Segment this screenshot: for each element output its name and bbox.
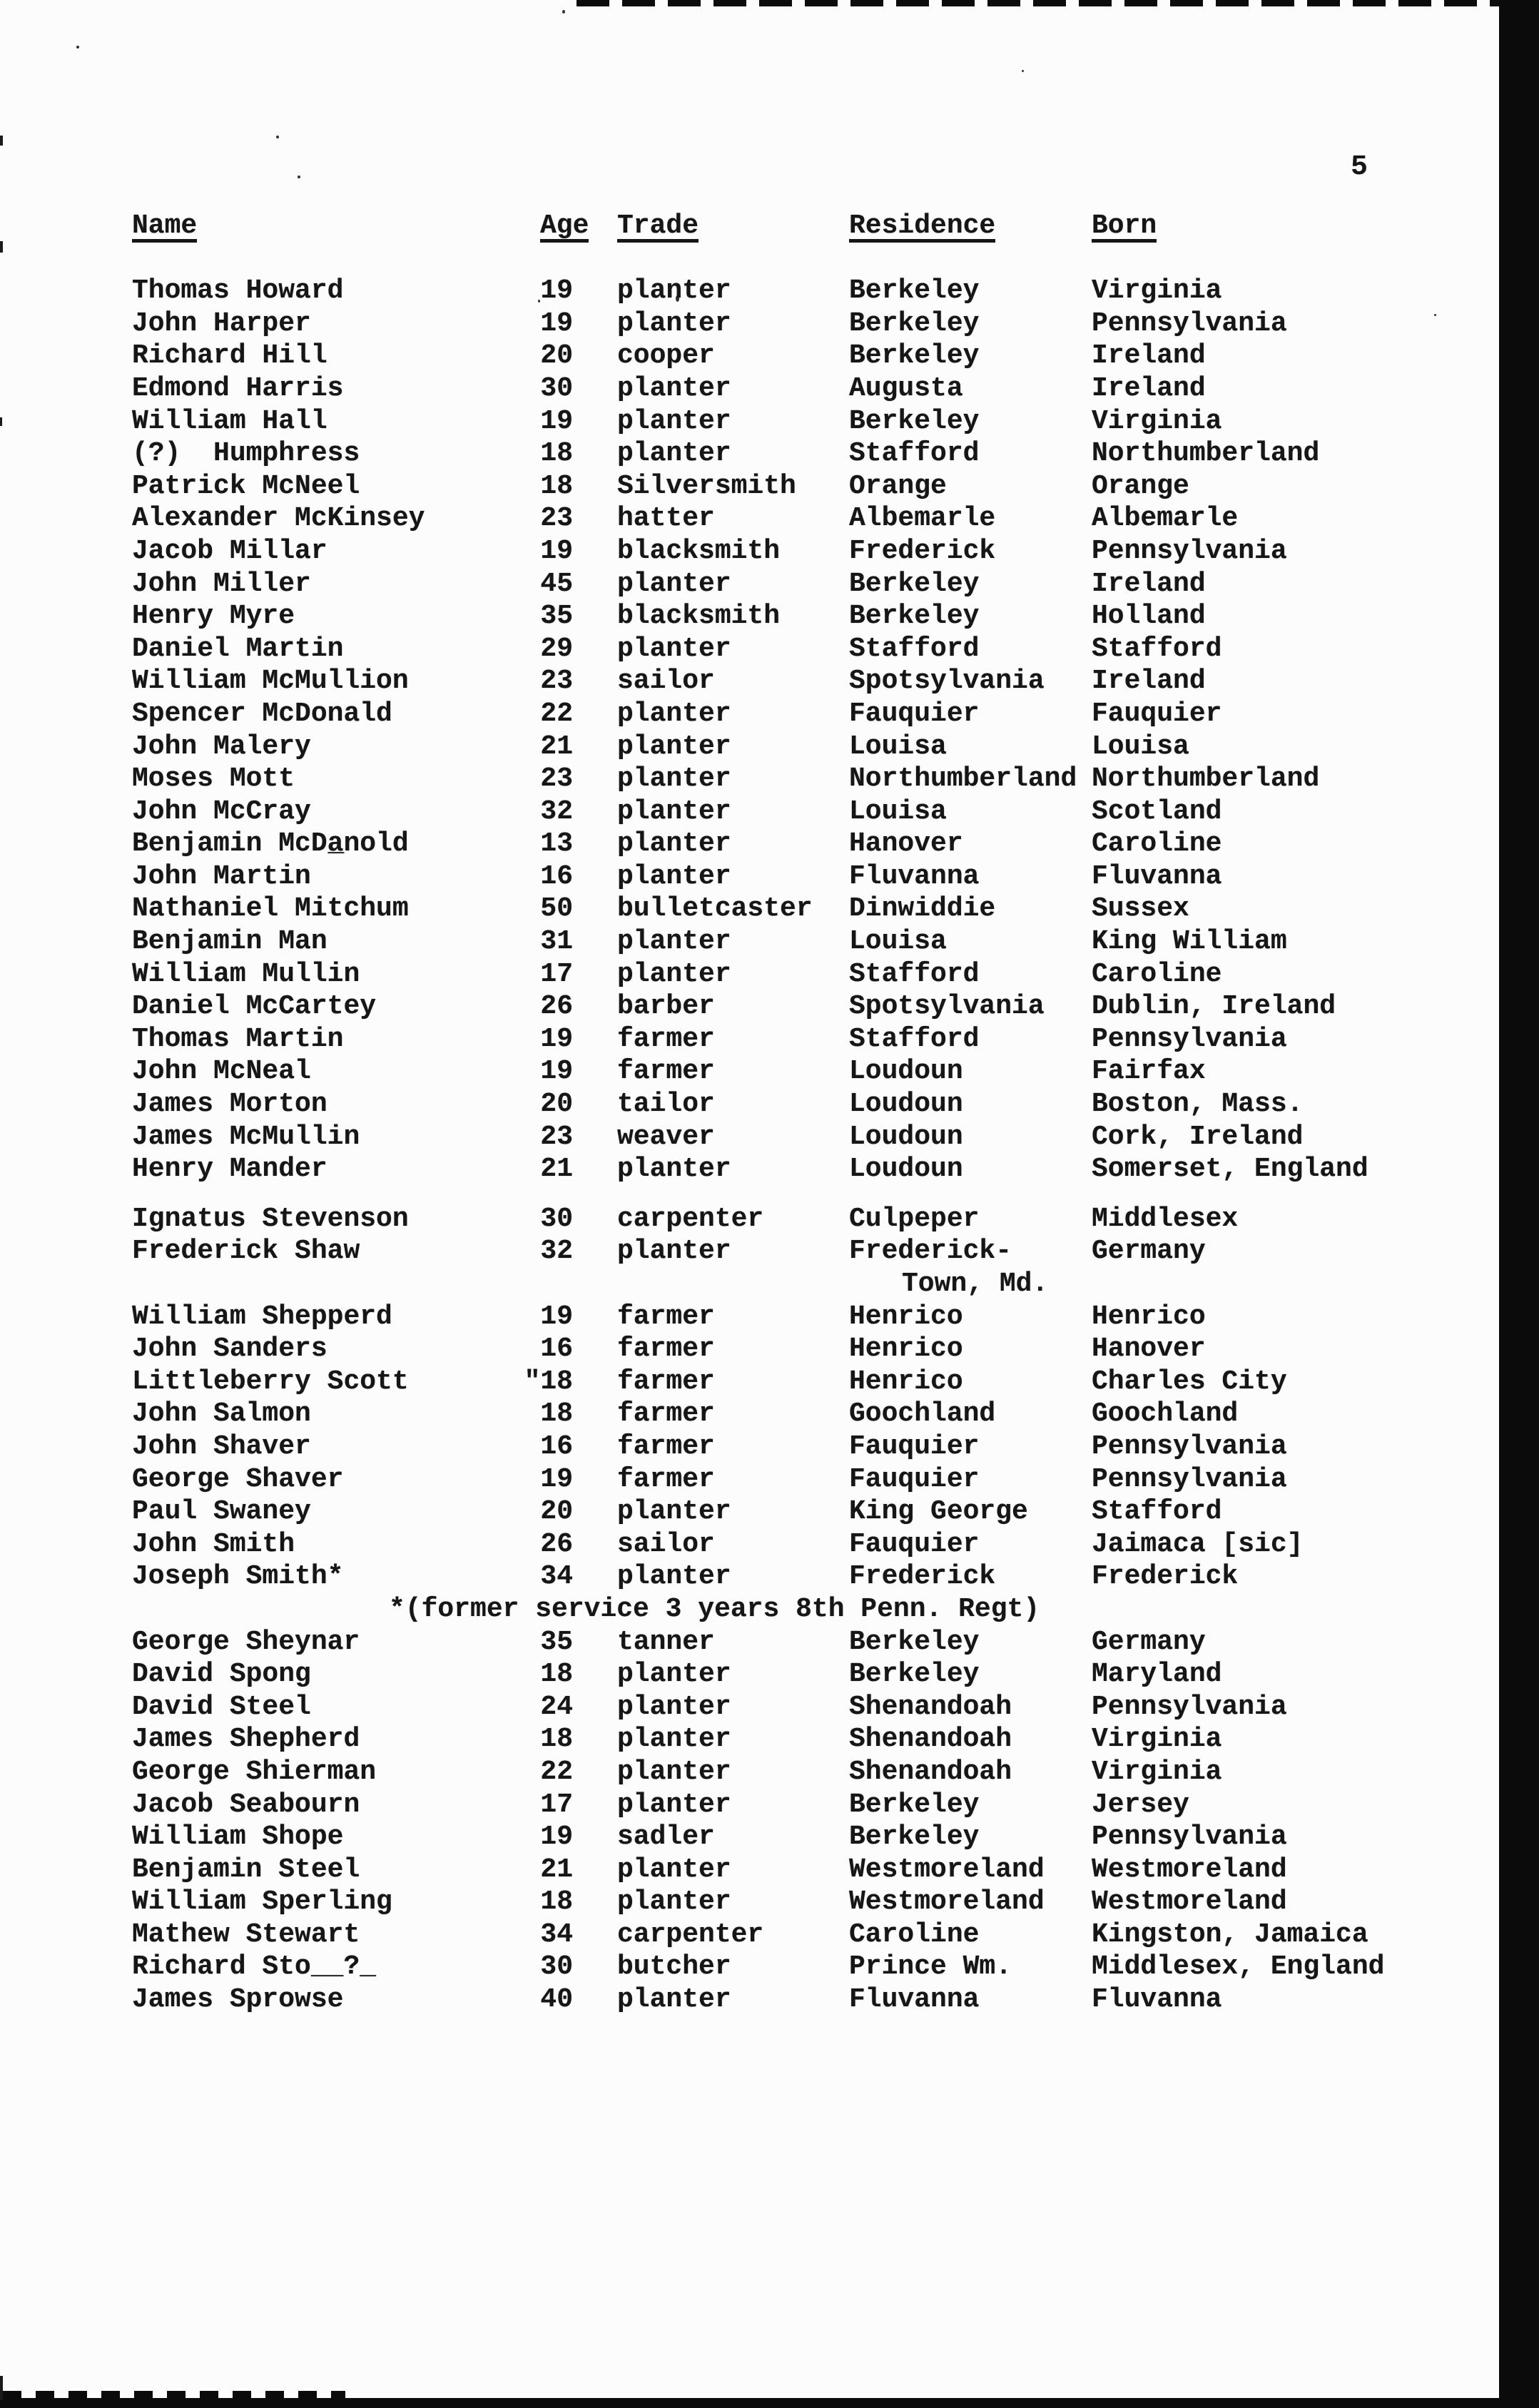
cell-residence: Spotsylvania (849, 991, 1045, 1022)
cell-name: Nathaniel Mitchum (132, 893, 409, 925)
header-residence: Residence (849, 210, 996, 241)
cell-residence: Westmoreland (849, 1886, 1045, 1918)
header-age: Age (540, 210, 589, 241)
cell-residence: Berkeley (849, 1659, 980, 1690)
cell-residence: Berkeley (849, 568, 980, 599)
cell-born: Caroline (1092, 828, 1222, 860)
cell-born: Pennsylvania (1092, 1691, 1287, 1722)
cell-born: Pennsylvania (1092, 308, 1287, 339)
cell-born: Hanover (1092, 1333, 1206, 1365)
cell-born: Virginia (1092, 1756, 1222, 1787)
left-edge-mark (0, 241, 3, 253)
cell-age: 20 (540, 340, 573, 372)
cell-born: Pennsylvania (1092, 1822, 1287, 1853)
cell-age: 24 (540, 1691, 573, 1722)
cell-residence: Loudoun (849, 1056, 963, 1087)
cell-born: Ireland (1092, 340, 1206, 372)
cell-name: Moses Mott (132, 763, 295, 795)
cell-age: 18 (540, 1659, 573, 1690)
cell-age: "18 (524, 1366, 573, 1397)
cell-name: Ignatus Stevenson (132, 1203, 409, 1234)
cell-name: Richard Hill (132, 340, 327, 372)
cell-residence: Henrico (849, 1333, 963, 1365)
cell-born: Pennsylvania (1092, 535, 1287, 567)
header-name: Name (132, 210, 198, 241)
cell-residence: Frederick- (849, 1236, 1012, 1267)
cell-trade: farmer (617, 1398, 715, 1430)
cell-trade: sailor (617, 1528, 715, 1560)
cell-name: John Smith (132, 1528, 295, 1560)
cell-name: John McNeal (132, 1056, 311, 1087)
cell-residence: Spotsylvania (849, 666, 1045, 697)
cell-born: Scotland (1092, 796, 1222, 827)
cell-residence: Stafford (849, 438, 980, 469)
cell-trade: farmer (617, 1366, 715, 1397)
cell-age: 18 (540, 470, 573, 502)
cell-age: 19 (540, 535, 573, 567)
cell-born: Goochland (1092, 1398, 1239, 1430)
cell-name: Richard Sto__?_ (132, 1951, 377, 1983)
cell-trade: weaver (617, 1121, 715, 1152)
top-edge-dashed-line (577, 0, 1499, 6)
scan-speck (562, 10, 565, 14)
cell-name: Henry Mander (132, 1154, 327, 1185)
cell-age: 19 (540, 1822, 573, 1853)
cell-born: Jersey (1092, 1789, 1189, 1820)
cell-age: 34 (540, 1919, 573, 1950)
cell-residence: Frederick (849, 1561, 996, 1592)
cell-residence: Goochland (849, 1398, 996, 1430)
cell-born: Pennsylvania (1092, 1023, 1287, 1055)
cell-age: 18 (540, 1398, 573, 1430)
cell-age: 23 (540, 1121, 573, 1152)
cell-residence: Berkeley (849, 405, 980, 437)
cell-born: Northumberland (1092, 438, 1320, 469)
cell-residence: Augusta (849, 372, 963, 404)
cell-residence: Stafford (849, 633, 980, 664)
cell-age: 30 (540, 1203, 573, 1234)
cell-residence: Prince Wm. (849, 1951, 1012, 1983)
page-number: 5 (1351, 151, 1368, 183)
cell-residence: Loudoun (849, 1089, 963, 1120)
cell-name: Paul Swaney (132, 1496, 311, 1528)
cell-residence: Shenandoah (849, 1756, 1012, 1787)
cell-trade: blacksmith (617, 601, 781, 632)
cell-name: James McMullin (132, 1121, 360, 1152)
cell-trade: planter (617, 860, 731, 892)
cell-trade: planter (617, 633, 731, 664)
cell-residence: Dinwiddie (849, 893, 996, 925)
cell-name: John Harper (132, 308, 311, 339)
cell-trade: farmer (617, 1333, 715, 1365)
header-trade: Trade (617, 210, 699, 241)
cell-trade: farmer (617, 1023, 715, 1055)
cell-born: Ireland (1092, 568, 1206, 599)
continuation-text: Town, Md. (902, 1269, 1049, 1299)
cell-trade: hatter (617, 503, 715, 534)
cell-age: 26 (540, 1528, 573, 1560)
cell-born: Kingston, Jamaica (1092, 1919, 1368, 1950)
cell-born: Jaimaca [sic] (1092, 1528, 1304, 1560)
cell-trade: planter (617, 1659, 731, 1690)
cell-born: King William (1092, 926, 1287, 957)
cell-residence: Albemarle (849, 503, 996, 534)
cell-age: 19 (540, 1056, 573, 1087)
cell-born: Louisa (1092, 731, 1189, 762)
cell-name: George Shaver (132, 1463, 344, 1495)
cell-name: John Malery (132, 731, 311, 762)
cell-residence: Berkeley (849, 601, 980, 632)
cell-name: Spencer McDonald (132, 698, 392, 729)
cell-age: 35 (540, 1626, 573, 1657)
cell-name: Daniel Martin (132, 633, 344, 664)
right-edge-black-band (1499, 0, 1539, 2408)
cell-born: Frederick (1092, 1561, 1239, 1592)
cell-residence: Orange (849, 470, 947, 502)
cell-residence: Fauquier (849, 1431, 980, 1462)
cell-age: 19 (540, 1301, 573, 1332)
cell-age: 21 (540, 1154, 573, 1185)
cell-trade: planter (617, 1854, 731, 1885)
cell-name: Benjamin Man (132, 926, 327, 957)
cell-residence: Fauquier (849, 1463, 980, 1495)
cell-name: George Sheynar (132, 1626, 360, 1657)
cell-residence: Frederick (849, 535, 996, 567)
cell-residence: Henrico (849, 1301, 963, 1332)
cell-trade: farmer (617, 1301, 715, 1332)
cell-residence: Berkeley (849, 1822, 980, 1853)
cell-age: 32 (540, 796, 573, 827)
cell-trade: barber (617, 991, 715, 1022)
cell-trade: planter (617, 275, 731, 307)
cell-born: Pennsylvania (1092, 1431, 1287, 1462)
cell-age: 29 (540, 633, 573, 664)
cell-born: Germany (1092, 1626, 1206, 1657)
cell-trade: butcher (617, 1951, 731, 1983)
cell-born: Albemarle (1092, 503, 1239, 534)
cell-residence: Shenandoah (849, 1724, 1012, 1755)
cell-name: George Shierman (132, 1756, 377, 1787)
cell-name: John Salmon (132, 1398, 311, 1430)
cell-born: Northumberland (1092, 763, 1320, 795)
cell-trade: farmer (617, 1056, 715, 1087)
cell-born: Germany (1092, 1236, 1206, 1267)
cell-trade: planter (617, 1984, 731, 2016)
cell-born: Henrico (1092, 1301, 1206, 1332)
cell-age: 23 (540, 763, 573, 795)
scan-speck (1434, 314, 1436, 316)
cell-born: Stafford (1092, 1496, 1222, 1528)
cell-name: Mathew Stewart (132, 1919, 360, 1950)
cell-age: 18 (540, 438, 573, 469)
bottom-edge-dashed-line (3, 2391, 345, 2398)
cell-residence: Berkeley (849, 340, 980, 372)
cell-born: Ireland (1092, 666, 1206, 697)
cell-name: James Morton (132, 1089, 327, 1120)
cell-age: 22 (540, 698, 573, 729)
cell-residence: Stafford (849, 1023, 980, 1055)
left-edge-mark (0, 2376, 3, 2400)
cell-born: Middlesex, England (1092, 1951, 1385, 1983)
cell-name: Henry Myre (132, 601, 295, 632)
cell-trade: planter (617, 438, 731, 469)
cell-trade: planter (617, 568, 731, 599)
cell-residence: Berkeley (849, 1789, 980, 1820)
cell-name: Joseph Smith* (132, 1561, 344, 1592)
cell-residence: Fluvanna (849, 1984, 980, 2016)
scan-speck (1022, 70, 1024, 72)
cell-born: Maryland (1092, 1659, 1222, 1690)
cell-age: 18 (540, 1724, 573, 1755)
cell-residence: Henrico (849, 1366, 963, 1397)
cell-age: 21 (540, 1854, 573, 1885)
cell-born: Middlesex (1092, 1203, 1239, 1234)
scan-speck (298, 176, 300, 178)
cell-age: 45 (540, 568, 573, 599)
cell-name: Jacob Seabourn (132, 1789, 360, 1820)
cell-born: Sussex (1092, 893, 1189, 925)
cell-age: 19 (540, 308, 573, 339)
header-born: Born (1092, 210, 1157, 241)
cell-age: 30 (540, 372, 573, 404)
cell-trade: sadler (617, 1822, 715, 1853)
cell-trade: carpenter (617, 1919, 764, 1950)
cell-born: Fauquier (1092, 698, 1222, 729)
cell-born: Virginia (1092, 1724, 1222, 1755)
cell-born: Cork, Ireland (1092, 1121, 1304, 1152)
cell-born: Somerset, England (1092, 1154, 1368, 1185)
left-edge-mark (0, 136, 3, 146)
cell-trade: planter (617, 926, 731, 957)
cell-trade: planter (617, 1236, 731, 1267)
cell-age: 26 (540, 991, 573, 1022)
cell-age: 13 (540, 828, 573, 860)
cell-name: Jacob Millar (132, 535, 327, 567)
cell-age: 16 (540, 860, 573, 892)
cell-name: Benjamin Steel (132, 1854, 360, 1885)
cell-trade: planter (617, 1154, 731, 1185)
cell-residence: Northumberland (849, 763, 1077, 795)
cell-age: 30 (540, 1951, 573, 1983)
cell-age: 40 (540, 1984, 573, 2016)
cell-trade: planter (617, 1756, 731, 1787)
cell-trade: tanner (617, 1626, 715, 1657)
cell-trade: planter (617, 796, 731, 827)
cell-born: Fluvanna (1092, 860, 1222, 892)
cell-name: Patrick McNeel (132, 470, 360, 502)
cell-trade: planter (617, 1724, 731, 1755)
cell-born: Stafford (1092, 633, 1222, 664)
cell-residence: Berkeley (849, 308, 980, 339)
cell-name: John Miller (132, 568, 311, 599)
cell-age: 22 (540, 1756, 573, 1787)
cell-name: James Shepherd (132, 1724, 360, 1755)
cell-trade: Silversmith (617, 470, 796, 502)
cell-trade: farmer (617, 1431, 715, 1462)
cell-residence: Culpeper (849, 1203, 980, 1234)
cell-residence: Louisa (849, 796, 947, 827)
footnote-text: *(former service 3 years 8th Penn. Regt) (389, 1593, 1040, 1625)
cell-name: (?) Humphress (132, 438, 360, 469)
cell-age: 16 (540, 1333, 573, 1365)
cell-age: 50 (540, 893, 573, 925)
cell-born: Boston, Mass. (1092, 1089, 1304, 1120)
cell-trade: planter (617, 372, 731, 404)
cell-name: Edmond Harris (132, 372, 344, 404)
cell-name: David Steel (132, 1691, 311, 1722)
cell-age: 32 (540, 1236, 573, 1267)
cell-name: Thomas Martin (132, 1023, 344, 1055)
cell-trade: planter (617, 698, 731, 729)
cell-name: John McCray (132, 796, 311, 827)
cell-name: Benjamin McDa̲nold (132, 828, 409, 860)
cell-name: William Shope (132, 1822, 344, 1853)
cell-born: Virginia (1092, 405, 1222, 437)
cell-trade: planter (617, 1886, 731, 1918)
cell-trade: carpenter (617, 1203, 764, 1234)
cell-residence: Shenandoah (849, 1691, 1012, 1722)
cell-name: Alexander McKinsey (132, 503, 425, 534)
cell-age: 18 (540, 1886, 573, 1918)
cell-trade: bulletcaster (617, 893, 813, 925)
cell-age: 20 (540, 1089, 573, 1120)
bottom-edge-black-band (0, 2398, 1539, 2408)
cell-age: 16 (540, 1431, 573, 1462)
cell-name: William McMullion (132, 666, 409, 697)
cell-trade: cooper (617, 340, 715, 372)
left-edge-mark (0, 417, 2, 426)
cell-name: William Shepperd (132, 1301, 392, 1332)
cell-age: 34 (540, 1561, 573, 1592)
cell-name: William Mullin (132, 958, 360, 990)
cell-born: Westmoreland (1092, 1886, 1287, 1918)
scan-speck (76, 46, 79, 49)
cell-trade: planter (617, 1691, 731, 1722)
cell-residence: Caroline (849, 1919, 980, 1950)
cell-name: John Shaver (132, 1431, 311, 1462)
cell-residence: Fluvanna (849, 860, 980, 892)
cell-born: Fairfax (1092, 1056, 1206, 1087)
cell-age: 19 (540, 405, 573, 437)
cell-name: Thomas Howard (132, 275, 344, 307)
cell-residence: Fauquier (849, 698, 980, 729)
cell-residence: Hanover (849, 828, 963, 860)
cell-residence: Berkeley (849, 275, 980, 307)
cell-name: Daniel McCartey (132, 991, 377, 1022)
cell-born: Ireland (1092, 372, 1206, 404)
cell-born: Charles City (1092, 1366, 1287, 1397)
cell-name: William Sperling (132, 1886, 392, 1918)
cell-trade: planter (617, 828, 731, 860)
cell-trade: sailor (617, 666, 715, 697)
cell-name: James Sprowse (132, 1984, 344, 2016)
cell-born: Fluvanna (1092, 1984, 1222, 2016)
cell-name: John Martin (132, 860, 311, 892)
cell-age: 17 (540, 958, 573, 990)
cell-trade: planter (617, 731, 731, 762)
cell-trade: planter (617, 763, 731, 795)
cell-trade: blacksmith (617, 535, 781, 567)
cell-residence: Loudoun (849, 1121, 963, 1152)
cell-name: Frederick Shaw (132, 1236, 360, 1267)
cell-age: 17 (540, 1789, 573, 1820)
cell-age: 35 (540, 601, 573, 632)
cell-born: Virginia (1092, 275, 1222, 307)
cell-born: Westmoreland (1092, 1854, 1287, 1885)
cell-residence: Stafford (849, 958, 980, 990)
cell-born: Dublin, Ireland (1092, 991, 1336, 1022)
cell-born: Caroline (1092, 958, 1222, 990)
cell-residence: Fauquier (849, 1528, 980, 1560)
cell-residence: King George (849, 1496, 1028, 1528)
cell-residence: Louisa (849, 926, 947, 957)
cell-age: 20 (540, 1496, 573, 1528)
cell-name: John Sanders (132, 1333, 327, 1365)
cell-residence: Loudoun (849, 1154, 963, 1185)
cell-trade: farmer (617, 1463, 715, 1495)
cell-trade: planter (617, 1561, 731, 1592)
cell-trade: planter (617, 1496, 731, 1528)
cell-age: 19 (540, 1463, 573, 1495)
cell-age: 21 (540, 731, 573, 762)
cell-age: 23 (540, 666, 573, 697)
cell-born: Holland (1092, 601, 1206, 632)
cell-age: 19 (540, 1023, 573, 1055)
scan-speck (276, 136, 279, 138)
cell-age: 19 (540, 275, 573, 307)
cell-trade: planter (617, 308, 731, 339)
cell-age: 23 (540, 503, 573, 534)
cell-trade: planter (617, 958, 731, 990)
cell-trade: planter (617, 1789, 731, 1820)
cell-age: 31 (540, 926, 573, 957)
cell-born: Orange (1092, 470, 1189, 502)
cell-residence: Westmoreland (849, 1854, 1045, 1885)
cell-name: Littleberry Scott (132, 1366, 409, 1397)
cell-residence: Berkeley (849, 1626, 980, 1657)
cell-born: Pennsylvania (1092, 1463, 1287, 1495)
cell-trade: planter (617, 405, 731, 437)
cell-name: David Spong (132, 1659, 311, 1690)
cell-residence: Louisa (849, 731, 947, 762)
cell-name: William Hall (132, 405, 327, 437)
cell-trade: tailor (617, 1089, 715, 1120)
